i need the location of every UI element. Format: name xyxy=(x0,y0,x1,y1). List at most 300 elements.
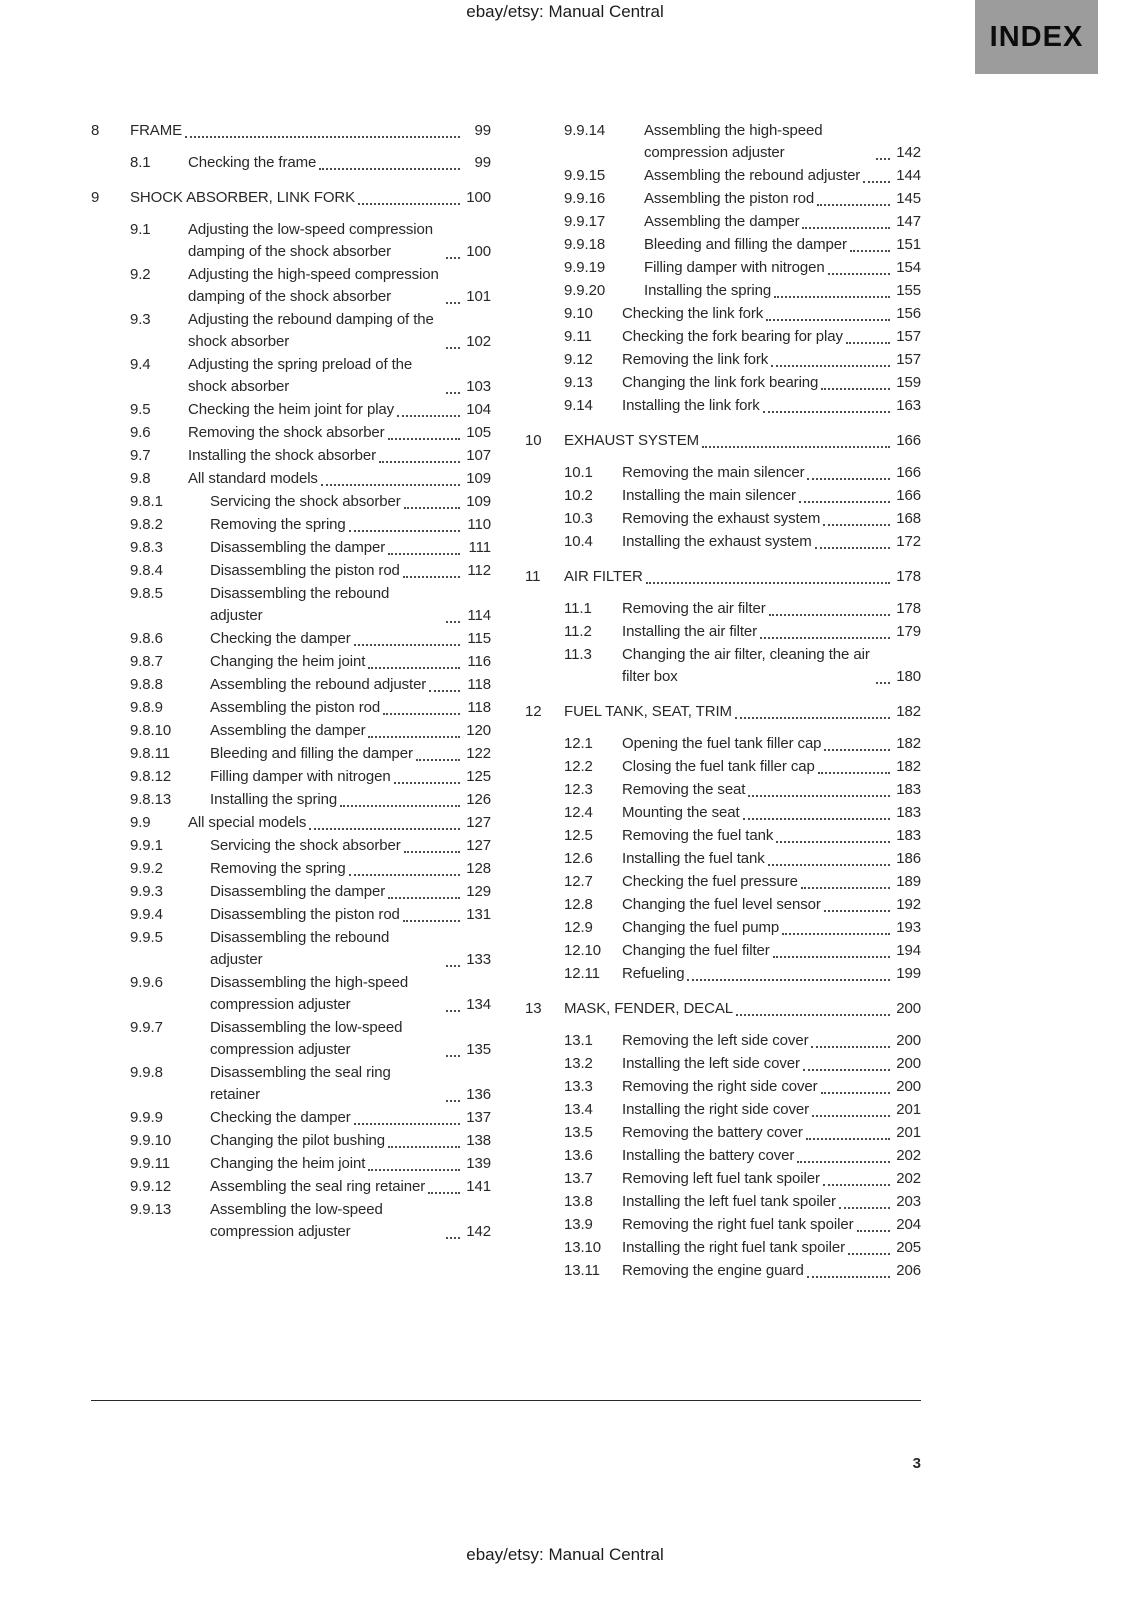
toc-dot-leader xyxy=(848,1253,890,1255)
toc-entry-row xyxy=(91,1107,491,1129)
toc-page-number: 136 xyxy=(466,1086,491,1103)
toc-entry-number: 12.7 xyxy=(564,873,593,890)
toc-entry-number: 9.9.18 xyxy=(564,236,606,253)
toc-page-number: 183 xyxy=(896,781,921,798)
toc-page-number: 202 xyxy=(896,1147,921,1164)
toc-entry-title: Assembling the damper xyxy=(644,213,800,230)
toc-entry-title: FRAME xyxy=(130,122,183,139)
toc-page-number: 189 xyxy=(896,873,921,890)
toc-entry-title: Assembling the damper xyxy=(210,722,366,739)
toc-entry-number: 13.7 xyxy=(564,1170,593,1187)
toc-entry-row xyxy=(525,1214,921,1236)
toc-entry-row xyxy=(91,219,491,263)
toc-dot-leader xyxy=(368,736,460,738)
toc-entry-number: 9.9.6 xyxy=(130,974,163,991)
toc-entry-title: Adjusting the rebound damping of the shock absorber xyxy=(188,311,434,350)
toc-entry-number: 9.4 xyxy=(130,356,151,373)
toc-dot-leader xyxy=(824,749,890,751)
toc-entry-number: 13.1 xyxy=(564,1032,593,1049)
toc-entry-row xyxy=(91,697,491,719)
toc-entry-row xyxy=(91,674,491,696)
toc-dot-leader xyxy=(802,227,890,229)
toc-entry-row xyxy=(525,303,921,325)
toc-entry-number: 12.2 xyxy=(564,758,593,775)
toc-entry-title: All standard models xyxy=(188,470,318,487)
toc-entry-title: Removing the spring xyxy=(210,516,346,533)
toc-entry-row xyxy=(91,1176,491,1198)
toc-dot-leader xyxy=(404,851,460,853)
toc-dot-leader xyxy=(429,690,460,692)
toc-entry-row xyxy=(525,485,921,507)
toc-page-number: 201 xyxy=(896,1101,921,1118)
toc-entry-title: Assembling the high-speed compression adjuster xyxy=(644,122,823,161)
toc-entry-title: Mounting the seat xyxy=(622,804,740,821)
toc-dot-leader xyxy=(828,273,890,275)
toc-entry-number: 9.8.7 xyxy=(130,653,163,670)
toc-entry-row xyxy=(91,399,491,421)
toc-page-number: 204 xyxy=(896,1216,921,1233)
toc-page-number: 112 xyxy=(467,562,491,579)
toc-entry-title: Assembling the piston rod xyxy=(210,699,381,716)
toc-entry-title: Removing the fuel tank xyxy=(622,827,774,844)
toc-entry-row xyxy=(525,644,921,688)
toc-dot-leader xyxy=(394,782,460,784)
toc-entry-number: 11 xyxy=(525,568,541,585)
toc-entry-row xyxy=(91,743,491,765)
toc-dot-leader xyxy=(818,772,890,774)
toc-entry-title: Installing the right fuel tank spoiler xyxy=(622,1239,845,1256)
toc-dot-leader xyxy=(768,864,890,866)
toc-dot-leader xyxy=(801,887,890,889)
toc-entry-title: MASK, FENDER, DECAL xyxy=(564,1000,733,1017)
toc-entry-title: SHOCK ABSORBER, LINK FORK xyxy=(130,189,356,206)
toc-entry-title: Servicing the shock absorber xyxy=(210,837,401,854)
toc-entry-row xyxy=(525,802,921,824)
toc-entry-number: 9.8.1 xyxy=(130,493,163,510)
toc-entry-title: Servicing the shock absorber xyxy=(210,493,401,510)
toc-entry-number: 9.13 xyxy=(564,374,593,391)
toc-entry-number: 9.8.6 xyxy=(130,630,163,647)
toc-entry-row xyxy=(525,733,921,755)
toc-entry-title: Removing the air filter xyxy=(622,600,766,617)
toc-entry-row xyxy=(91,1199,491,1243)
toc-dot-leader xyxy=(404,507,460,509)
toc-entry-title: Changing the fuel pump xyxy=(622,919,780,936)
toc-entry-number: 12.6 xyxy=(564,850,593,867)
toc-page-number: 178 xyxy=(896,568,921,585)
toc-entry-title: Assembling the low-speed compression adjuster xyxy=(210,1201,383,1240)
toc-page-number: 105 xyxy=(466,424,491,441)
toc-entry-row xyxy=(525,1076,921,1098)
toc-entry-row xyxy=(525,280,921,302)
toc-page-number: 99 xyxy=(474,122,491,139)
table-of-contents xyxy=(91,120,921,1283)
toc-entry-number: 9.5 xyxy=(130,401,151,418)
toc-entry-row xyxy=(525,825,921,847)
toc-dot-leader xyxy=(735,717,890,719)
toc-entry-title: Refueling xyxy=(622,965,685,982)
toc-page-number: 194 xyxy=(896,942,921,959)
toc-entry-row xyxy=(91,904,491,926)
toc-entry-number: 9.8.2 xyxy=(130,516,163,533)
toc-dot-leader xyxy=(646,582,890,584)
toc-entry-number: 9.8.4 xyxy=(130,562,163,579)
toc-entry-number: 9.9.3 xyxy=(130,883,163,900)
toc-entry-number: 12 xyxy=(525,703,542,720)
toc-entry-row xyxy=(91,858,491,880)
toc-dot-leader xyxy=(850,250,890,252)
toc-page-number: 201 xyxy=(896,1124,921,1141)
toc-entry-row xyxy=(91,1017,491,1061)
toc-entry-title: Removing the seat xyxy=(622,781,746,798)
toc-entry-number: 9.8.10 xyxy=(130,722,172,739)
toc-page-number: 107 xyxy=(466,447,491,464)
toc-page-number: 178 xyxy=(896,600,921,617)
toc-page-number: 183 xyxy=(896,804,921,821)
toc-page-number: 147 xyxy=(896,213,921,230)
toc-entry-row xyxy=(525,848,921,870)
toc-entry-number: 13.10 xyxy=(564,1239,602,1256)
toc-entry-number: 11.2 xyxy=(564,623,592,640)
toc-dot-leader xyxy=(687,979,890,981)
toc-dot-leader xyxy=(821,1092,890,1094)
toc-page-number: 139 xyxy=(466,1155,491,1172)
toc-entry-title: Adjusting the high-speed compression damping of the shock absorber xyxy=(188,266,439,305)
toc-entry-number: 9.9.20 xyxy=(564,282,606,299)
toc-entry-title: Disassembling the piston rod xyxy=(210,562,400,579)
toc-page-number: 193 xyxy=(896,919,921,936)
toc-entry-row xyxy=(91,766,491,788)
toc-page-number: 183 xyxy=(896,827,921,844)
toc-entry-number: 10 xyxy=(525,432,542,449)
toc-dot-leader xyxy=(340,805,460,807)
toc-entry-title: Disassembling the low-speed compression adjuster xyxy=(210,1019,403,1058)
toc-entry-title: Installing the air filter xyxy=(622,623,758,640)
toc-entry-row xyxy=(91,537,491,559)
toc-dot-leader xyxy=(388,897,460,899)
toc-dot-leader xyxy=(446,1055,460,1057)
toc-page-number: 200 xyxy=(896,1055,921,1072)
toc-dot-leader xyxy=(769,614,890,616)
toc-entry-row xyxy=(91,720,491,742)
toc-entry-row xyxy=(525,1191,921,1213)
toc-entry-number: 13 xyxy=(525,1000,542,1017)
toc-entry-number: 8 xyxy=(91,122,100,139)
toc-entry-row xyxy=(91,1062,491,1106)
toc-entry-row xyxy=(525,462,921,484)
toc-page-number: 166 xyxy=(896,432,921,449)
toc-entry-number: 12.9 xyxy=(564,919,593,936)
toc-entry-number: 13.11 xyxy=(564,1262,600,1279)
toc-entry-title: Disassembling the damper xyxy=(210,539,386,556)
toc-page-number: 114 xyxy=(467,607,491,624)
toc-dot-leader xyxy=(446,1100,460,1102)
toc-dot-leader xyxy=(782,933,890,935)
toc-entry-number: 9.6 xyxy=(130,424,151,441)
toc-entry-number: 10.1 xyxy=(564,464,593,481)
toc-dot-leader xyxy=(702,446,890,448)
toc-entry-title: Checking the fork bearing for play xyxy=(622,328,843,345)
toc-entry-number: 13.2 xyxy=(564,1055,593,1072)
toc-dot-leader xyxy=(839,1207,890,1209)
toc-page-number: 101 xyxy=(466,288,491,305)
toc-entry-number: 9.9.11 xyxy=(130,1155,170,1172)
toc-entry-number: 12.10 xyxy=(564,942,602,959)
toc-entry-row xyxy=(525,326,921,348)
toc-entry-title: Checking the damper xyxy=(210,1109,351,1126)
toc-dot-leader xyxy=(797,1161,890,1163)
toc-entry-row xyxy=(525,1145,921,1167)
toc-page-number: 128 xyxy=(466,860,491,877)
toc-page-number: 205 xyxy=(896,1239,921,1256)
toc-entry-row xyxy=(91,560,491,582)
toc-entry-title: EXHAUST SYSTEM xyxy=(564,432,700,449)
toc-dot-leader xyxy=(383,713,460,715)
toc-page-number: 156 xyxy=(896,305,921,322)
toc-entry-number: 13.5 xyxy=(564,1124,593,1141)
toc-entry-title: Installing the shock absorber xyxy=(188,447,377,464)
toc-entry-title: Installing the left fuel tank spoiler xyxy=(622,1193,836,1210)
toc-entry-number: 9.9.17 xyxy=(564,213,606,230)
toc-entry-title: Removing the battery cover xyxy=(622,1124,803,1141)
toc-entry-row xyxy=(525,372,921,394)
toc-entry-number: 9.1 xyxy=(130,221,151,238)
toc-dot-leader xyxy=(368,1169,460,1171)
toc-entry-row xyxy=(91,927,491,971)
toc-entry-title: Removing the right fuel tank spoiler xyxy=(622,1216,854,1233)
toc-entry-title: Disassembling the seal ring retainer xyxy=(210,1064,391,1103)
toc-entry-title: Changing the link fork bearing xyxy=(622,374,819,391)
toc-entry-title: Disassembling the rebound adjuster xyxy=(210,929,390,968)
toc-entry-title: Bleeding and filling the damper xyxy=(210,745,413,762)
toc-entry-row xyxy=(525,395,921,417)
toc-dot-leader xyxy=(388,553,460,555)
toc-entry-title: Removing the exhaust system xyxy=(622,510,821,527)
toc-dot-leader xyxy=(428,1192,460,1194)
toc-entry-number: 9.8 xyxy=(130,470,151,487)
toc-entry-title: Opening the fuel tank filler cap xyxy=(622,735,822,752)
toc-chapter-row xyxy=(91,120,491,142)
toc-entry-row xyxy=(91,514,491,536)
toc-page-number: 179 xyxy=(896,623,921,640)
toc-entry-number: 8.1 xyxy=(130,154,151,171)
toc-entry-title: Removing the spring xyxy=(210,860,346,877)
toc-entry-number: 12.1 xyxy=(564,735,593,752)
toc-page-number: 180 xyxy=(896,668,921,685)
toc-entry-row xyxy=(91,468,491,490)
toc-page-number: 104 xyxy=(466,401,491,418)
toc-dot-leader xyxy=(354,644,460,646)
toc-page-number: 116 xyxy=(467,653,491,670)
toc-entry-row xyxy=(525,756,921,778)
toc-entry-number: 13.8 xyxy=(564,1193,593,1210)
toc-entry-title: Removing the link fork xyxy=(622,351,769,368)
toc-entry-row xyxy=(91,1153,491,1175)
toc-entry-title: Removing the main silencer xyxy=(622,464,805,481)
toc-entry-number: 11.3 xyxy=(564,646,592,663)
toc-dot-leader xyxy=(811,1046,890,1048)
toc-page-number: 118 xyxy=(467,699,491,716)
index-tab: INDEX xyxy=(975,0,1098,74)
toc-entry-title: Removing the right side cover xyxy=(622,1078,818,1095)
toc-entry-title: Changing the heim joint xyxy=(210,1155,366,1172)
toc-entry-number: 9.8.3 xyxy=(130,539,163,556)
toc-entry-number: 12.11 xyxy=(564,965,600,982)
toc-dot-leader xyxy=(857,1230,890,1232)
toc-entry-title: Assembling the piston rod xyxy=(644,190,815,207)
toc-page-number: 133 xyxy=(466,951,491,968)
toc-entry-row xyxy=(91,309,491,353)
toc-entry-row xyxy=(91,491,491,513)
toc-entry-title: Installing the spring xyxy=(210,791,338,808)
toc-entry-title: Assembling the seal ring retainer xyxy=(210,1178,426,1195)
toc-entry-title: FUEL TANK, SEAT, TRIM xyxy=(564,703,732,720)
toc-page-number: 109 xyxy=(466,493,491,510)
toc-entry-title: Checking the damper xyxy=(210,630,351,647)
toc-dot-leader xyxy=(379,461,460,463)
toc-entry-title: Assembling the rebound adjuster xyxy=(644,167,861,184)
toc-page-number: 144 xyxy=(896,167,921,184)
toc-page-number: 137 xyxy=(466,1109,491,1126)
toc-entry-row xyxy=(91,445,491,467)
toc-entry-number: 13.9 xyxy=(564,1216,593,1233)
toc-entry-row xyxy=(525,940,921,962)
toc-entry-number: 9.3 xyxy=(130,311,151,328)
toc-dot-leader xyxy=(319,168,460,170)
toc-entry-row xyxy=(525,871,921,893)
toc-entry-number: 13.3 xyxy=(564,1078,593,1095)
footer-divider xyxy=(91,1400,921,1401)
toc-entry-row xyxy=(525,257,921,279)
toc-entry-title: All special models xyxy=(188,814,307,831)
toc-column-right xyxy=(525,120,921,1283)
toc-entry-title: Disassembling the damper xyxy=(210,883,386,900)
toc-page-number: 202 xyxy=(896,1170,921,1187)
toc-entry-row xyxy=(525,165,921,187)
toc-page-number: 135 xyxy=(466,1041,491,1058)
toc-dot-leader xyxy=(446,1010,460,1012)
toc-page-number: 120 xyxy=(466,722,491,739)
toc-dot-leader xyxy=(388,1146,460,1148)
toc-page-number: 127 xyxy=(466,837,491,854)
toc-page-number: 142 xyxy=(896,144,921,161)
toc-page-number: 142 xyxy=(466,1223,491,1240)
toc-dot-leader xyxy=(817,204,890,206)
toc-page-number: 200 xyxy=(896,1032,921,1049)
toc-dot-leader xyxy=(354,1123,460,1125)
toc-entry-number: 9.9.5 xyxy=(130,929,163,946)
toc-page-number: 126 xyxy=(466,791,491,808)
footer-site-label: ebay/etsy: Manual Central xyxy=(466,1545,664,1564)
toc-entry-number: 9.9.12 xyxy=(130,1178,172,1195)
toc-entry-row xyxy=(91,1130,491,1152)
toc-dot-leader xyxy=(446,302,460,304)
toc-dot-leader xyxy=(773,956,890,958)
toc-entry-row xyxy=(525,349,921,371)
toc-entry-number: 12.4 xyxy=(564,804,593,821)
toc-page-number: 168 xyxy=(896,510,921,527)
toc-entry-number: 9.9.16 xyxy=(564,190,606,207)
toc-entry-number: 9.11 xyxy=(564,328,592,345)
toc-dot-leader xyxy=(358,203,460,205)
toc-entry-title: Changing the pilot bushing xyxy=(210,1132,386,1149)
toc-entry-number: 9.9.1 xyxy=(130,837,163,854)
toc-page-number: 166 xyxy=(896,487,921,504)
toc-entry-title: Checking the link fork xyxy=(622,305,764,322)
toc-entry-row xyxy=(525,621,921,643)
toc-entry-number: 9.8.5 xyxy=(130,585,163,602)
toc-page-number: 141 xyxy=(466,1178,491,1195)
toc-entry-row xyxy=(525,234,921,256)
toc-entry-title: Installing the link fork xyxy=(622,397,760,414)
toc-entry-title: Changing the fuel level sensor xyxy=(622,896,821,913)
toc-dot-leader xyxy=(349,530,460,532)
toc-page-number: 163 xyxy=(896,397,921,414)
toc-entry-row xyxy=(525,1030,921,1052)
toc-page-number: 200 xyxy=(896,1078,921,1095)
toc-entry-number: 12.3 xyxy=(564,781,593,798)
toc-entry-title: Installing the spring xyxy=(644,282,772,299)
toc-dot-leader xyxy=(748,795,890,797)
toc-dot-leader xyxy=(823,1184,890,1186)
toc-entry-row xyxy=(525,894,921,916)
toc-entry-title: Disassembling the high-speed compression adjuster xyxy=(210,974,409,1013)
toc-entry-number: 9.9 xyxy=(130,814,151,831)
toc-page-number: 157 xyxy=(896,328,921,345)
toc-entry-number: 9.2 xyxy=(130,266,151,283)
toc-page-number: 203 xyxy=(896,1193,921,1210)
toc-page-number: 192 xyxy=(896,896,921,913)
toc-entry-title: Disassembling the piston rod xyxy=(210,906,400,923)
toc-entry-row xyxy=(525,211,921,233)
toc-entry-number: 10.2 xyxy=(564,487,593,504)
toc-page-number: 182 xyxy=(896,735,921,752)
toc-entry-title: AIR FILTER xyxy=(564,568,643,585)
toc-dot-leader xyxy=(774,296,890,298)
toc-entry-row xyxy=(91,789,491,811)
toc-entry-title: Changing the fuel filter xyxy=(622,942,770,959)
toc-dot-leader xyxy=(803,1069,890,1071)
toc-entry-number: 9.8.9 xyxy=(130,699,163,716)
toc-entry-title: Filling damper with nitrogen xyxy=(644,259,825,276)
toc-entry-title: Removing the shock absorber xyxy=(188,424,385,441)
toc-entry-row xyxy=(91,152,491,174)
toc-dot-leader xyxy=(309,828,460,830)
toc-entry-number: 9.8.11 xyxy=(130,745,170,762)
toc-column-left xyxy=(91,120,491,1283)
toc-entry-title: Closing the fuel tank filler cap xyxy=(622,758,815,775)
toc-dot-leader xyxy=(736,1014,890,1016)
toc-entry-number: 9.9.19 xyxy=(564,259,606,276)
toc-entry-number: 9.10 xyxy=(564,305,593,322)
toc-page-number: 100 xyxy=(466,243,491,260)
toc-dot-leader xyxy=(799,501,890,503)
toc-entry-row xyxy=(91,835,491,857)
toc-entry-row xyxy=(91,881,491,903)
toc-entry-number: 13.6 xyxy=(564,1147,593,1164)
toc-entry-title: Installing the left side cover xyxy=(622,1055,800,1072)
toc-entry-number: 9.8.13 xyxy=(130,791,172,808)
toc-page-number: 129 xyxy=(466,883,491,900)
toc-entry-number: 9.14 xyxy=(564,397,593,414)
toc-page-number: 100 xyxy=(466,189,491,206)
toc-entry-title: Installing the right side cover xyxy=(622,1101,810,1118)
toc-entry-title: Installing the main silencer xyxy=(622,487,796,504)
toc-dot-leader xyxy=(863,181,890,183)
toc-entry-row xyxy=(91,651,491,673)
toc-dot-leader xyxy=(446,1237,460,1239)
toc-page-number: 125 xyxy=(466,768,491,785)
